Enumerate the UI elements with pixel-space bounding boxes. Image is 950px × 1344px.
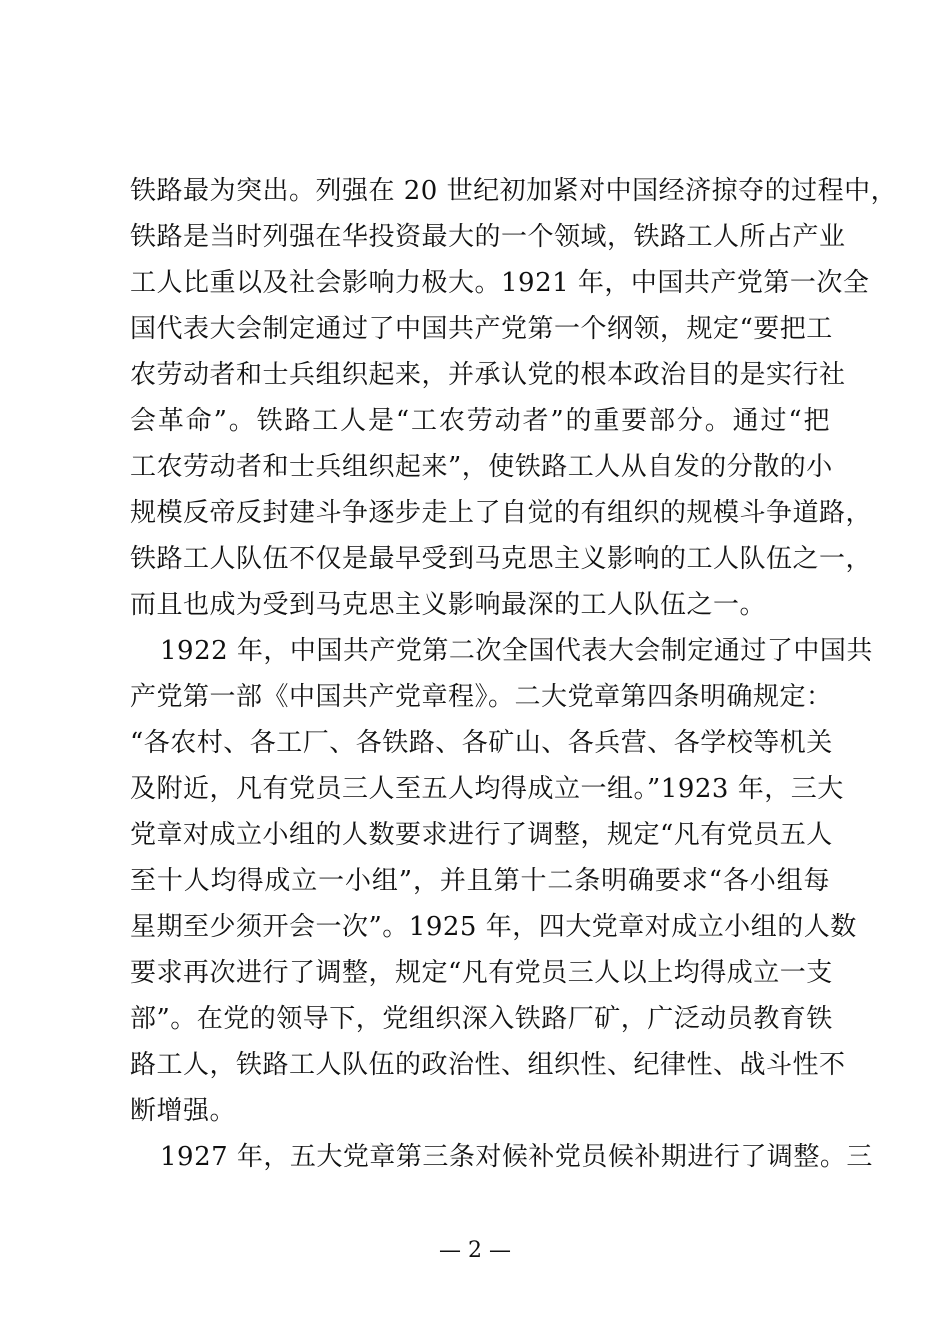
paragraph-line: 铁路最为突出。列强在 20 世纪初加紧对中国经济掠夺的过程中， xyxy=(130,176,898,206)
paragraph-line: 断增强。 xyxy=(130,1096,237,1126)
paragraph-line: 党章对成立小组的人数要求进行了调整，规定“凡有党员五人 xyxy=(130,820,833,850)
paragraph-line: 铁路是当时列强在华投资最大的一个领域，铁路工人所占产业 xyxy=(130,222,846,252)
paragraph-line: 而且也成为受到马克思主义影响最深的工人队伍之一。 xyxy=(130,590,767,620)
paragraph-line: 产党第一部《中国共产党章程》。二大党章第四条明确规定： xyxy=(130,682,833,712)
paragraph-line: 会革命”。铁路工人是“工农劳动者”的重要部分。通过“把 xyxy=(130,406,830,436)
paragraph-line: 及附近，凡有党员三人至五人均得成立一组。”1923 年，三大 xyxy=(130,774,844,804)
paragraph-3 xyxy=(130,1134,873,1180)
paragraph-line: 部”。在党的领导下，党组织深入铁路厂矿，广泛动员教育铁 xyxy=(130,1004,833,1034)
paragraph-line: 1922 年，中国共产党第二次全国代表大会制定通过了中国共 xyxy=(160,636,873,666)
paragraph-line: 规模反帝反封建斗争逐步走上了自觉的有组织的规模斗争道路， xyxy=(130,498,873,528)
paragraph-line: 国代表大会制定通过了中国共产党第一个纲领，规定“要把工 xyxy=(130,314,833,344)
paragraph-line: 路工人，铁路工人队伍的政治性、组织性、纪律性、战斗性不 xyxy=(130,1050,846,1080)
document-body xyxy=(130,168,898,1180)
page-number: — 2 — xyxy=(439,1238,511,1263)
paragraph-1 xyxy=(130,168,898,628)
paragraph-2 xyxy=(130,628,873,1134)
paragraph-line: 工农劳动者和士兵组织起来”，使铁路工人从自发的分散的小 xyxy=(130,452,833,482)
paragraph-line: 铁路工人队伍不仅是最早受到马克思主义影响的工人队伍之一， xyxy=(130,544,873,574)
paragraph-line: 1927 年，五大党章第三条对候补党员候补期进行了调整。三 xyxy=(160,1142,873,1172)
paragraph-line: 要求再次进行了调整，规定“凡有党员三人以上均得成立一支 xyxy=(130,958,833,988)
paragraph-line: 工人比重以及社会影响力极大。1921 年，中国共产党第一次全 xyxy=(130,268,870,298)
paragraph-line: 星期至少须开会一次”。1925 年，四大党章对成立小组的人数 xyxy=(130,912,857,942)
paragraph-line: 至十人均得成立一小组”，并且第十二条明确要求“各小组每 xyxy=(130,866,830,896)
paragraph-line: “各农村、各工厂、各铁路、各矿山、各兵营、各学校等机关 xyxy=(130,728,833,758)
paragraph-line: 农劳动者和士兵组织起来，并承认党的根本政治目的是实行社 xyxy=(130,360,846,390)
